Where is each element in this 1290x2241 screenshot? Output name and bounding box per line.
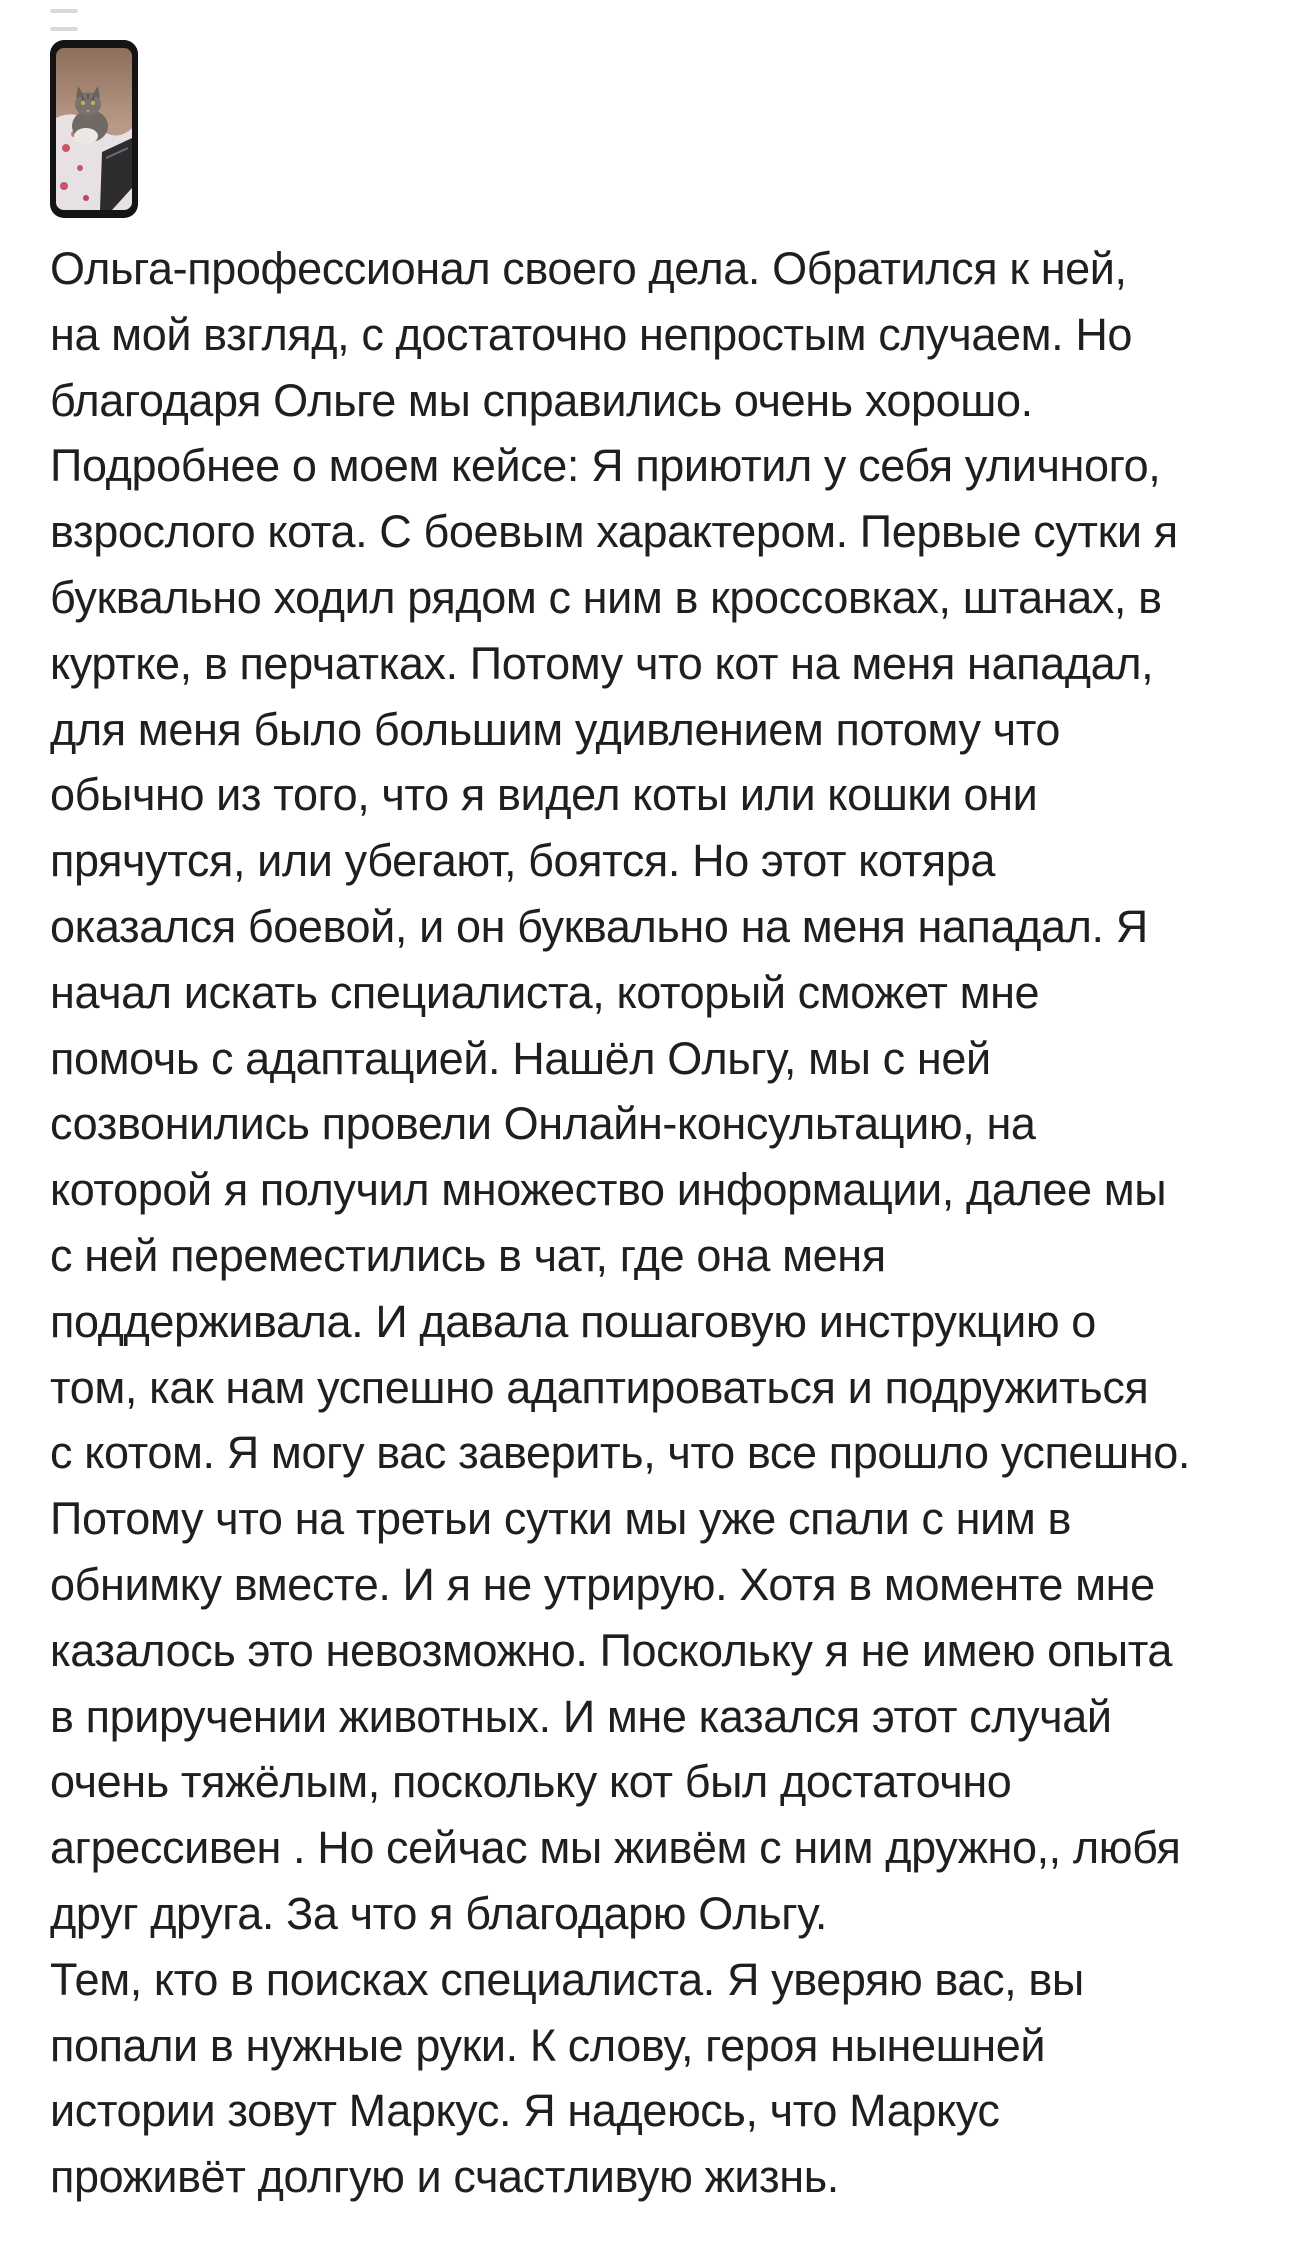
review-line: взрослого кота. С боевым характером. Первые сутки я	[50, 506, 1178, 558]
review-line: очень тяжёлым, поскольку кот был достаточно	[50, 1756, 1012, 1808]
review-line: обнимку вместе. И я не утрирую. Хотя в моменте мне	[50, 1558, 1155, 1610]
review-line: Ольга-профессионал своего дела. Обратился к ней,	[50, 243, 1127, 294]
cat-photo-thumbnail[interactable]	[50, 40, 138, 218]
review-line: казалось это невозможно. Поскольку я не имею опыта	[50, 1624, 1173, 1676]
review-line: обычно из того, что я видел коты или кошки они	[50, 769, 1038, 821]
review-line: друг друга. За что я благодарю Ольгу.	[50, 1887, 827, 1939]
review-line: с ней переместились в чат, где она меня	[50, 1229, 886, 1281]
review-line: оказался боевой, и он буквально на меня нападал. Я	[50, 900, 1148, 952]
review-line: созвонились провели Онлайн-консультацию, на	[50, 1098, 1036, 1150]
review-line: для меня было большим удивлением потому что	[50, 703, 1061, 755]
review-line: Потому что на третьи сутки мы уже спали с ним в	[50, 1493, 1071, 1545]
review-line: Подробнее о моем кейсе: Я приютил у себя уличного,	[50, 440, 1161, 492]
review-line: начал искать специалиста, который сможет мне	[50, 966, 1040, 1018]
review-line: на мой взгляд, с достаточно непростым случаем. Но	[50, 308, 1133, 360]
review-line: которой я получил множество информации, далее мы	[50, 1164, 1167, 1216]
review-line: благодаря Ольге мы справились очень хорошо.	[50, 374, 1033, 426]
review-line: буквально ходил рядом с ним в кроссовках, штанах, в	[50, 571, 1162, 623]
review-line: истории зовут Маркус. Я надеюсь, что Маркус	[50, 2085, 1000, 2137]
review-line: с котом. Я могу вас заверить, что все прошло успешно.	[50, 1427, 1190, 1479]
review-line: прячутся, или убегают, боятся. Но этот котяра	[50, 835, 996, 887]
cat-photo-icon	[56, 48, 132, 210]
review-line: помочь с адаптацией. Нашёл Ольгу, мы с ней	[50, 1032, 991, 1084]
top-cutoff-text	[50, 0, 170, 6]
review-line: в приручении животных. И мне казался этот случай	[50, 1690, 1112, 1742]
review-line: проживёт долгую и счастливую жизнь.	[50, 2151, 839, 2203]
review-line: попали в нужные руки. К слову, героя нынешней	[50, 2019, 1046, 2071]
review-line: том, как нам успешно адаптироваться и подружиться	[50, 1361, 1149, 1413]
review-text	[50, 236, 1260, 2210]
review-line: поддерживала. И давала пошаговую инструкцию о	[50, 1295, 1096, 1347]
review-line: Тем, кто в поисках специалиста. Я уверяю вас, вы	[50, 1953, 1084, 2005]
review-line: агрессивен . Но сейчас мы живём с ним дружно,, любя	[50, 1822, 1181, 1874]
review-line: куртке, в перчатках. Потому что кот на меня нападал,	[50, 637, 1154, 689]
